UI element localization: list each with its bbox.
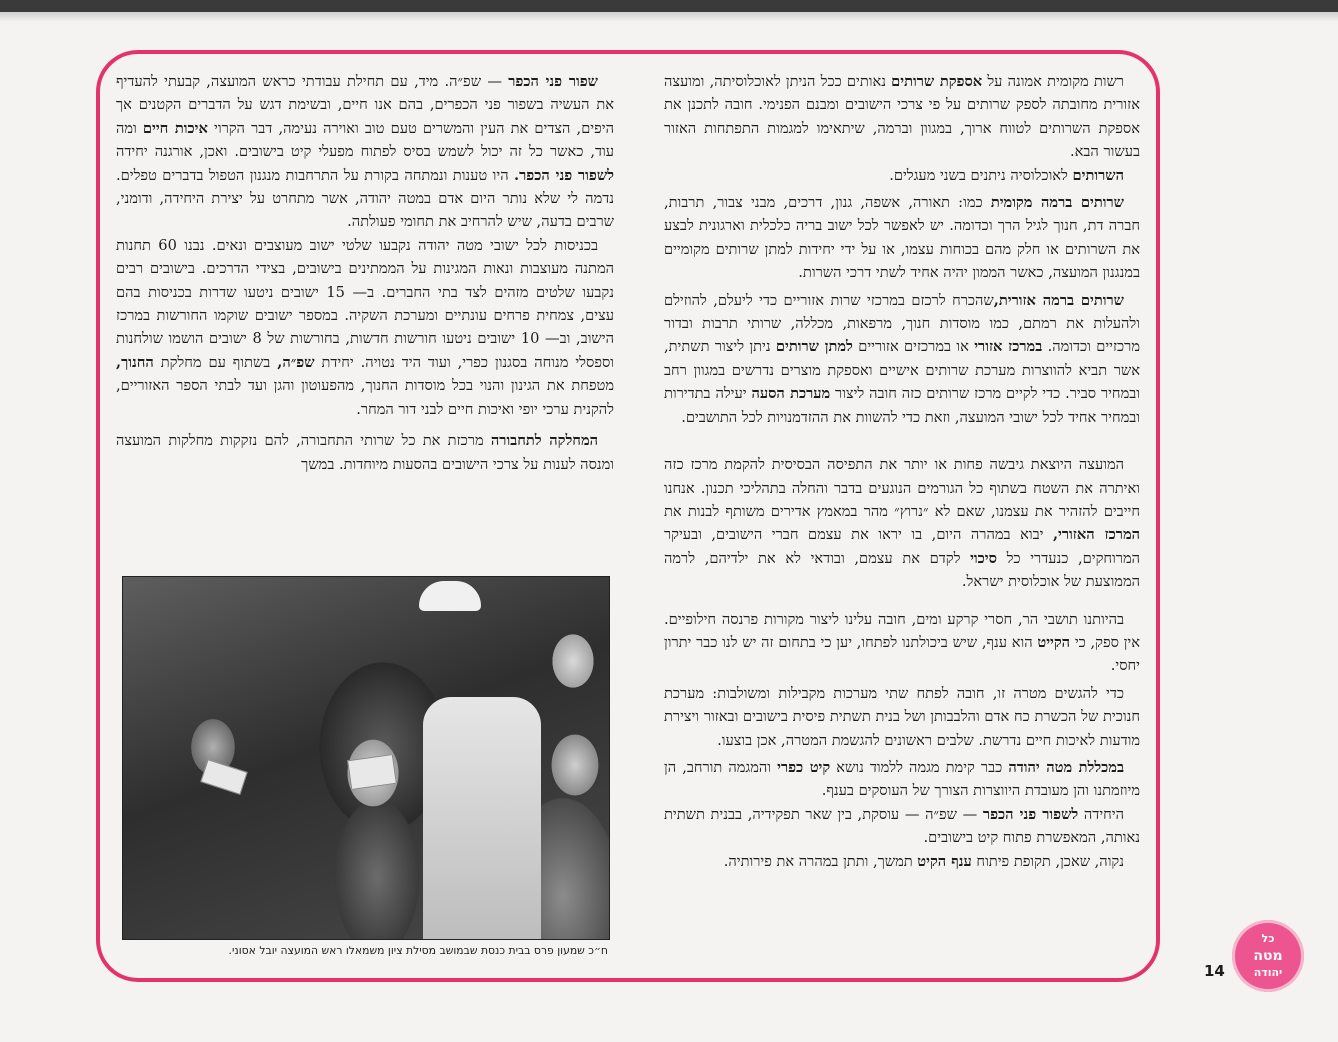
- right-paragraph-2: השרותים לאוכלוסיה ניתנים בשני מעגלים.: [889, 166, 1124, 184]
- left-column: [116, 70, 614, 476]
- bold-term: ענף הקיט: [917, 852, 972, 870]
- right-paragraph-9: היחידה לשפור פני הכפר — שפ״ה — עוסקת, בין שאר תפקידיה, בבנית תשתית נאותה, המאפשרת פתוח קיט בישובים.: [664, 805, 1140, 847]
- right-paragraph-1: רשות מקומית אמונה על אספקת שרותים נאותים ככל הניתן לאוכלוסיתה, ומועצה אזורית מחובתה לספק שרותים על פי צרכי הישובים ומבנם הפנימי. חובה לתכנן את אספקת השרותים לטווח ארוך, במגוון וברמה, שיתאימו למגמות התפתחות האזור בעשור הבא.: [664, 73, 1140, 161]
- right-paragraph-6: בהיותנו תושבי הר, חסרי קרקע ומים, חובה עלינו ליצור מקורות פרנסה חילופיים. אין ספק, כי הקייט הוא ענף, שיש ביכולתנו לפתחו, יען כי בתחום זה יש לנו כבר יתרון יחסי.: [664, 610, 1140, 675]
- right-paragraph-3: שרותים ברמה מקומית כמו: תאורה, אשפה, גנון, דרכים, מבני צבור, תרבות, חברה דת, חנוך לגיל הרך וכדומה. יש לאפשר לכל ישוב בריה כלכלית וארגונית לבצע את השרותים או חלק מהם בכוחות עצמו, או על ידי יחידות למתן שרותים מקומיים במנגנון המועצה, כאשר הממון יהיה אחיד לשתי דרכי השרות.: [664, 194, 1140, 282]
- bold-term: החנוך,: [116, 353, 154, 371]
- bold-term: איכות חיים: [142, 119, 208, 137]
- photo-synagogue: [122, 576, 610, 940]
- logo-line-3: יהודה: [1253, 966, 1283, 979]
- bold-term: במרכז אזורי: [974, 338, 1043, 356]
- bold-term: שפור פני הכפר: [508, 73, 598, 90]
- mate-yehuda-logo-icon: [1232, 920, 1304, 992]
- right-paragraph-4: שרותים ברמה אזורית,שהכרח לרכזם במרכזי שרות אזוריים כדי ליעלם, להוזילם ולהעלות את רמתם, כמו מוסדות חנוך, מרפאות, מכללה, שרותי תרבות ובדור מרכזיים וכדומה. במרכז אזורי או במרכזים אזוריים למתן שרותים ניתן ליצור תשתית, אשר תביא להווצרות מערכת שרותים אישיים ואספקת מוצרים נדרשים במגוון רחב ובמחיר סביר. כדי לקיים מרכז שרותים כזה חובה ליצור מערכת הסעה יעילה בתדירות ובמחיר אחיד לכל ישובי המועצה, וזאת כדי להשוות את ההזדמנויות לכל התושבים.: [664, 291, 1141, 426]
- page-number: 14: [1204, 962, 1225, 980]
- left-paragraph-3: המחלקה לתחבורה מרכזת את כל שרותי התחבורה, להם נזקקות מחלקות המועצה ומנסה לענות על צרכי הישובים בהסעות מיוחדות. במשך: [116, 432, 614, 473]
- page-top-shadow: [0, 12, 1338, 22]
- bold-term: הקייט: [1037, 633, 1071, 651]
- page-top-edge: [0, 0, 1338, 12]
- bold-term: השרותים: [1072, 166, 1124, 184]
- right-paragraph-8: במכללת מטה יהודה כבר קימת מגמה ללמוד נושא קיט כפרי והמגמה תורחב, הן מיוזמתנו והן מעובדת היווצרות הצורך של העוסקים בענף.: [664, 758, 1140, 800]
- logo-line-1: כל: [1261, 932, 1275, 945]
- photo-caption: ח״כ שמעון פרס בבית כנסת שבמושב מסילת ציון משמאלו ראש המועצה יובל אסוני.: [228, 944, 608, 957]
- bold-term: המרכז האזורי,: [1052, 526, 1141, 544]
- photo-figure-shirt: [423, 697, 541, 939]
- photo-kippa: [419, 581, 481, 611]
- logo-line-2: מטה: [1253, 948, 1283, 964]
- left-paragraph-2: בכניסות לכל ישובי מטה יהודה נקבעו שלטי ישוב מעוצבים ונאים. נבנו 60 תחנות המתנה מעוצבות ונאות המגינות על הממתינים בישובים, בצידי הדרכים. בישובים רבים נקבעו שלטים מזהים לצד בתי החברים. ב— 15 ישובים ניטעו שדרות בכניסות בהם עצים, צמחית פרחים עונתיים ומערכת השקיה. במספר ישובים שוקמו החורשות במרכז הישוב, וב— 10 ישובים ניטעו חורשות חדשות, בחורשות של 8 ישובים הושמו שולחנות וספסלי מנוחה בסגנון כפרי, ועוד היד נטויה. יחידת שפ״ה, בשתוף עם מחלקת החנוך, מטפחת את הגינון והנוי בכל מוסדות החנוך, מהפעוטון והגן ועד לבתי הספר האזוריים, להקנית ערכי יופי ואיכות חיים לבני דור המחר.: [116, 236, 614, 418]
- bold-term: המחלקה לתחבורה: [490, 432, 598, 450]
- bold-term: סיכוי: [970, 549, 997, 567]
- bold-term: שרותים ברמה מקומית: [990, 194, 1124, 212]
- bold-term: לשפור פני הכפר.: [514, 166, 614, 184]
- bold-term: מערכת הסעה: [751, 385, 831, 403]
- bold-term: למתן שרותים: [775, 338, 853, 356]
- bold-term: קיט כפרי: [777, 758, 831, 776]
- bold-term: לשפור פני הכפר: [982, 805, 1079, 823]
- bold-term: במכללת מטה יהודה: [1008, 758, 1124, 776]
- bold-term: אספקת שרותים: [891, 73, 983, 90]
- bold-term: שרותים ברמה אזורית,: [993, 291, 1124, 309]
- left-paragraph-1: שפור פני הכפר — שפ״ה. מיד, עם תחילת עבודתי כראש המועצה, קבעתי להעדיף את העשיה בשפור פני הכפרים, בהם אנו חיים, ובשימת דגש על הדברים הקטנים אך היפים, הצדים את העין והמשרים טעם טוב ואוירה נעימה, דבר הקרוי איכות חיים ומה עוד, כאשר כל זה יכול לשמש בסיס לפתוח מפעלי קיט בישובים. ואכן, אורגנה יחידה לשפור פני הכפר. היו טענות ונמתחה בקורת על התרחבות מנגנון הטפול בדברים טפלים. נדמה לי שלא נותר היום אדם במטה יהודה, אשר מתחרט על יצירת היחידה, ודומני, שרבים בדעה, שיש להרחיב את תחומי פעולתה.: [116, 73, 614, 231]
- right-paragraph-5: המועצה היוצאת גיבשה פחות או יותר את התפיסה הבסיסית להקמת מרכז כזה ואיתרה את השטח בשתוף כל הגורמים הנוגעים בדבר והחלה בתהליכי תכנון. אנחנו חייבים להזהיר את עצמנו, שאם לא ״נרוץ״ מהר במאמץ אדירים משותף לבנות את המרכז האזורי, יבוא במהרה היום, בו יראו את עצמם חברי הישובים, ובעיקר המרוחקים, כנעדרי כל סיכוי לקדם את עצמם, ובודאי לא את ילדיהם, לרמה הממוצעת של אוכלוסית ישראל.: [664, 456, 1141, 591]
- photo-prayer-book: [347, 754, 397, 790]
- right-column: [664, 70, 1140, 873]
- right-paragraph-10: נקוה, שאכן, תקופת פיתוח ענף הקיט תמשך, ותתן במהרה את פירותיה.: [723, 852, 1124, 870]
- bold-term: שפ״ה,: [277, 353, 315, 371]
- right-paragraph-7: כדי להגשים מטרה זו, חובה לפתח שתי מערכות מקבילות ומשולבות: מערכת חנוכית של הכשרת כח אדם והלבבותן ושל בנית תשתית פיסית בישובים ובאזור ויצירת מודעות לאיכות חיים נדרשת. שלבים ראשונים להגשמת המטרה, אכן בוצעו.: [664, 684, 1140, 749]
- photo-prayer-book: [200, 759, 247, 795]
